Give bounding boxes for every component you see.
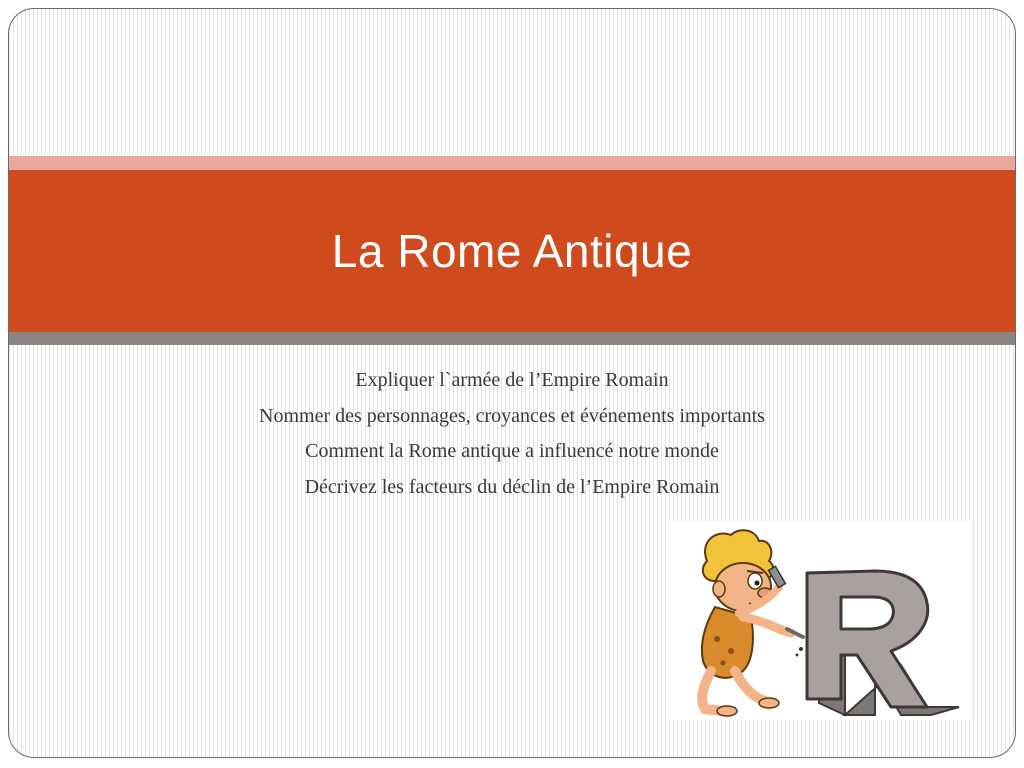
title-accent-bottom bbox=[9, 332, 1015, 345]
slide-title: La Rome Antique bbox=[331, 225, 693, 277]
subtitle-line: Expliquer l`armée de l’Empire Romain bbox=[355, 369, 669, 391]
title-band bbox=[9, 170, 1015, 332]
title-accent-top bbox=[9, 156, 1015, 170]
subtitle-line: Décrivez les facteurs du déclin de l’Empire Romain bbox=[304, 475, 720, 498]
subtitle-line: Nommer des personnages, croyances et événements importants bbox=[259, 404, 765, 427]
subtitle-line: Comment la Rome antique a influencé notre monde bbox=[305, 440, 719, 462]
subtitle-block bbox=[9, 363, 1015, 505]
caveman-carving-letter-r-icon bbox=[669, 521, 971, 721]
slide bbox=[8, 8, 1016, 758]
